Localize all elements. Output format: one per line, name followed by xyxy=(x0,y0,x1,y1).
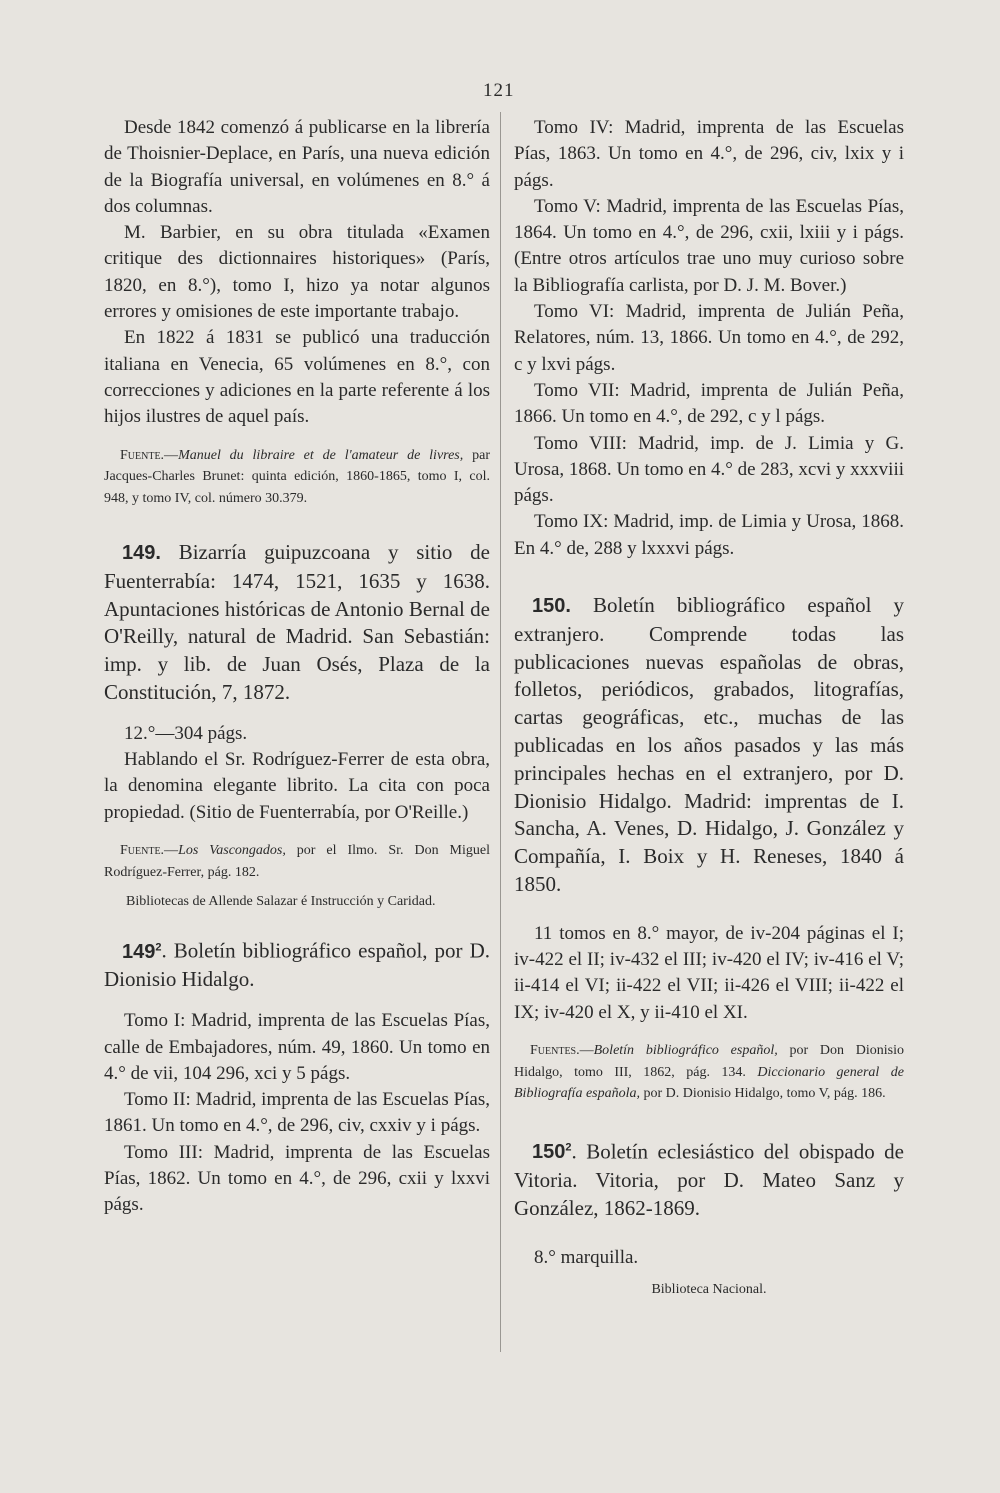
entry-149-library: Bibliotecas de Allende Salazar é Instrucción y Caridad. xyxy=(126,894,436,910)
entry-149-note: Hablando el Sr. Rodríguez-Ferrer de esta obra, la denomina elegante librito. La cita con poca propiedad. (Sitio de Fuenterrabía, por O'Reille.) xyxy=(104,749,490,823)
entry-number: 150. xyxy=(532,595,571,618)
tomo-7: Tomo VII: Madrid, imprenta de Julián Peña, 1866. Un tomo en 4.°, de 292, c y l págs. xyxy=(514,379,904,428)
paragraph-barbier: M. Barbier, en su obra titulada «Examen critique des dictionnaires historiques» (París, 1820, en 8.°), tomo I, hizo ya notar algunos errores y omisiones de este importante trabajo. xyxy=(104,222,490,323)
tomo-9: Tomo IX: Madrid, imp. de Limia y Urosa, 1868. En 4.° de, 288 y lxxxvi págs. xyxy=(514,511,904,559)
tomo-1: Tomo I: Madrid, imprenta de las Escuelas Pías, calle de Embajadores, núm. 49, 1860. Un tomo en 4.° de vii, 104 296, xci y 5 págs. xyxy=(104,1010,490,1084)
tomo-5: Tomo V: Madrid, imprenta de las Escuelas Pías, 1864. Un tomo en 4.°, de 296, cxii, lxiii y i págs. (Entre otros artículos trae uno muy curioso sobre la Bibliografía carlista, por D. J. M. Bover.) xyxy=(514,195,904,296)
entry-150-2 xyxy=(514,1135,904,1223)
page-number: 121 xyxy=(483,80,515,101)
fuente-brunet xyxy=(104,445,490,510)
left-column xyxy=(104,115,490,1219)
entry-title: . Boletín eclesiástico del obispado de Vitoria. Vitoria, por D. Mateo Sanz y González, 1862-1869. xyxy=(514,1139,904,1220)
entry-150-2-format: 8.° marquilla. xyxy=(534,1246,639,1268)
fuente-title: Boletín bibliográfico español, xyxy=(593,1043,778,1058)
entry-title: . Boletín bibliográfico español, por D. Dionisio Hidalgo. xyxy=(104,938,490,992)
tomo-2: Tomo II: Madrid, imprenta de las Escuelas Pías, 1861. Un tomo en 4.°, de 296, civ, cxxiv y i págs. xyxy=(104,1089,490,1137)
fuentes-hidalgo xyxy=(514,1040,904,1105)
tomo-6: Tomo VI: Madrid, imprenta de Julián Peña, Relatores, núm. 13, 1866. Un tomo en 4.°, de 292, c y lxvi págs. xyxy=(514,301,904,375)
entry-149-2 xyxy=(104,934,490,994)
column-divider xyxy=(500,112,501,1352)
tomo-8: Tomo VIII: Madrid, imp. de J. Limia y G. Urosa, 1868. Un tomo en 4.° de 283, xcvi y xxxviii págs. xyxy=(514,432,904,507)
fuente-vascongados xyxy=(104,840,490,883)
fuente-rest: por el Ilmo. Sr. Don Miguel Rodríguez-Ferrer, pág. 182. xyxy=(104,843,490,880)
entry-149-format: 12.°—304 págs. xyxy=(124,722,248,744)
fuente-title: Los Vascongados, xyxy=(178,843,286,859)
entry-number: $149^2$ xyxy=(122,940,162,963)
fuente-label: Fuentes.— xyxy=(530,1043,594,1058)
entry-title: Bizarría guipuzcoana y sitio de Fuenterrabía: 1474, 1521, 1635 y 1638. Apuntaciones históricas de Antonio Bernal de O'Reilly, natural de Madrid. San Sebastián: imp. y lib. de Juan Osés, Plaza de la Constitución, 7, 1872. xyxy=(104,540,490,705)
fuente-rest: por Don Dionisio Hidalgo, tomo III, 1862, pág. 134. xyxy=(514,1043,904,1080)
fuente-rest: par Jacques-Charles Brunet: quinta edición, 1860-1865, tomo I, col. 948, y tomo IV, col. número 30.379. xyxy=(104,447,490,506)
fuente-title: Manuel du libraire et de l'amateur de livres, xyxy=(178,447,464,463)
fuente-title: Diccionario general de Bibliografía española, xyxy=(514,1064,904,1101)
entry-150-2-library: Biblioteca Nacional. xyxy=(651,1281,767,1297)
entry-150 xyxy=(514,592,904,899)
fuente-rest: por D. Dionisio Hidalgo, tomo V, pág. 186. xyxy=(640,1086,886,1101)
paragraph-biografia-edicion: Desde 1842 comenzó á publicarse en la librería de Thoisnier-Deplace, en París, una nueva edición de la Biografía universal, en volúmenes en 8.° á dos columnas. xyxy=(104,117,490,217)
entry-150-format: 11 tomos en 8.° mayor, de iv-204 páginas el I; iv-422 el II; iv-432 el III; iv-420 el IV; iv-416 el V; ii-414 el VI; ii-422 el VII; ii-426 el VIII; ii-422 el IX; iv-420 el X, y ii-410 el XI. xyxy=(514,922,904,1023)
entry-149 xyxy=(104,539,490,707)
entry-title: Boletín bibliográfico español y extranjero. Comprende todas las publicaciones nuevas españolas de obras, folletos, periódicos, grabados, litografías, cartas geográficas, etc., muchas de las publicadas en los años pasados y las más principales hechas en el extranjero, por D. Dionisio Hidalgo. Madrid: imprentas de I. Sancha, A. Venes, D. Hidalgo, J. González y Compañía, I. Boix y H. Reneses, 1840 á 1850. xyxy=(514,593,904,897)
entry-number: 149. xyxy=(122,542,161,565)
tomo-3: Tomo III: Madrid, imprenta de las Escuelas Pías, 1862. Un tomo en 4.°, de 296, cxii y lxxvi págs. xyxy=(104,1141,490,1216)
fuente-label: Fuente.— xyxy=(120,843,179,859)
paragraph-traduccion-italiana: En 1822 á 1831 se publicó una traducción italiana en Venecia, 65 volúmenes en 8.°, con correcciones y adiciones en la parte referente á los hijos ilustres de aquel país. xyxy=(104,327,490,428)
tomo-4: Tomo IV: Madrid, imprenta de las Escuelas Pías, 1863. Un tomo en 4.°, de 296, civ, lxix y i págs. xyxy=(514,117,904,191)
right-column xyxy=(514,115,904,1300)
entry-number: $150^2$ xyxy=(532,1141,572,1164)
fuente-label: Fuente.— xyxy=(120,447,179,463)
